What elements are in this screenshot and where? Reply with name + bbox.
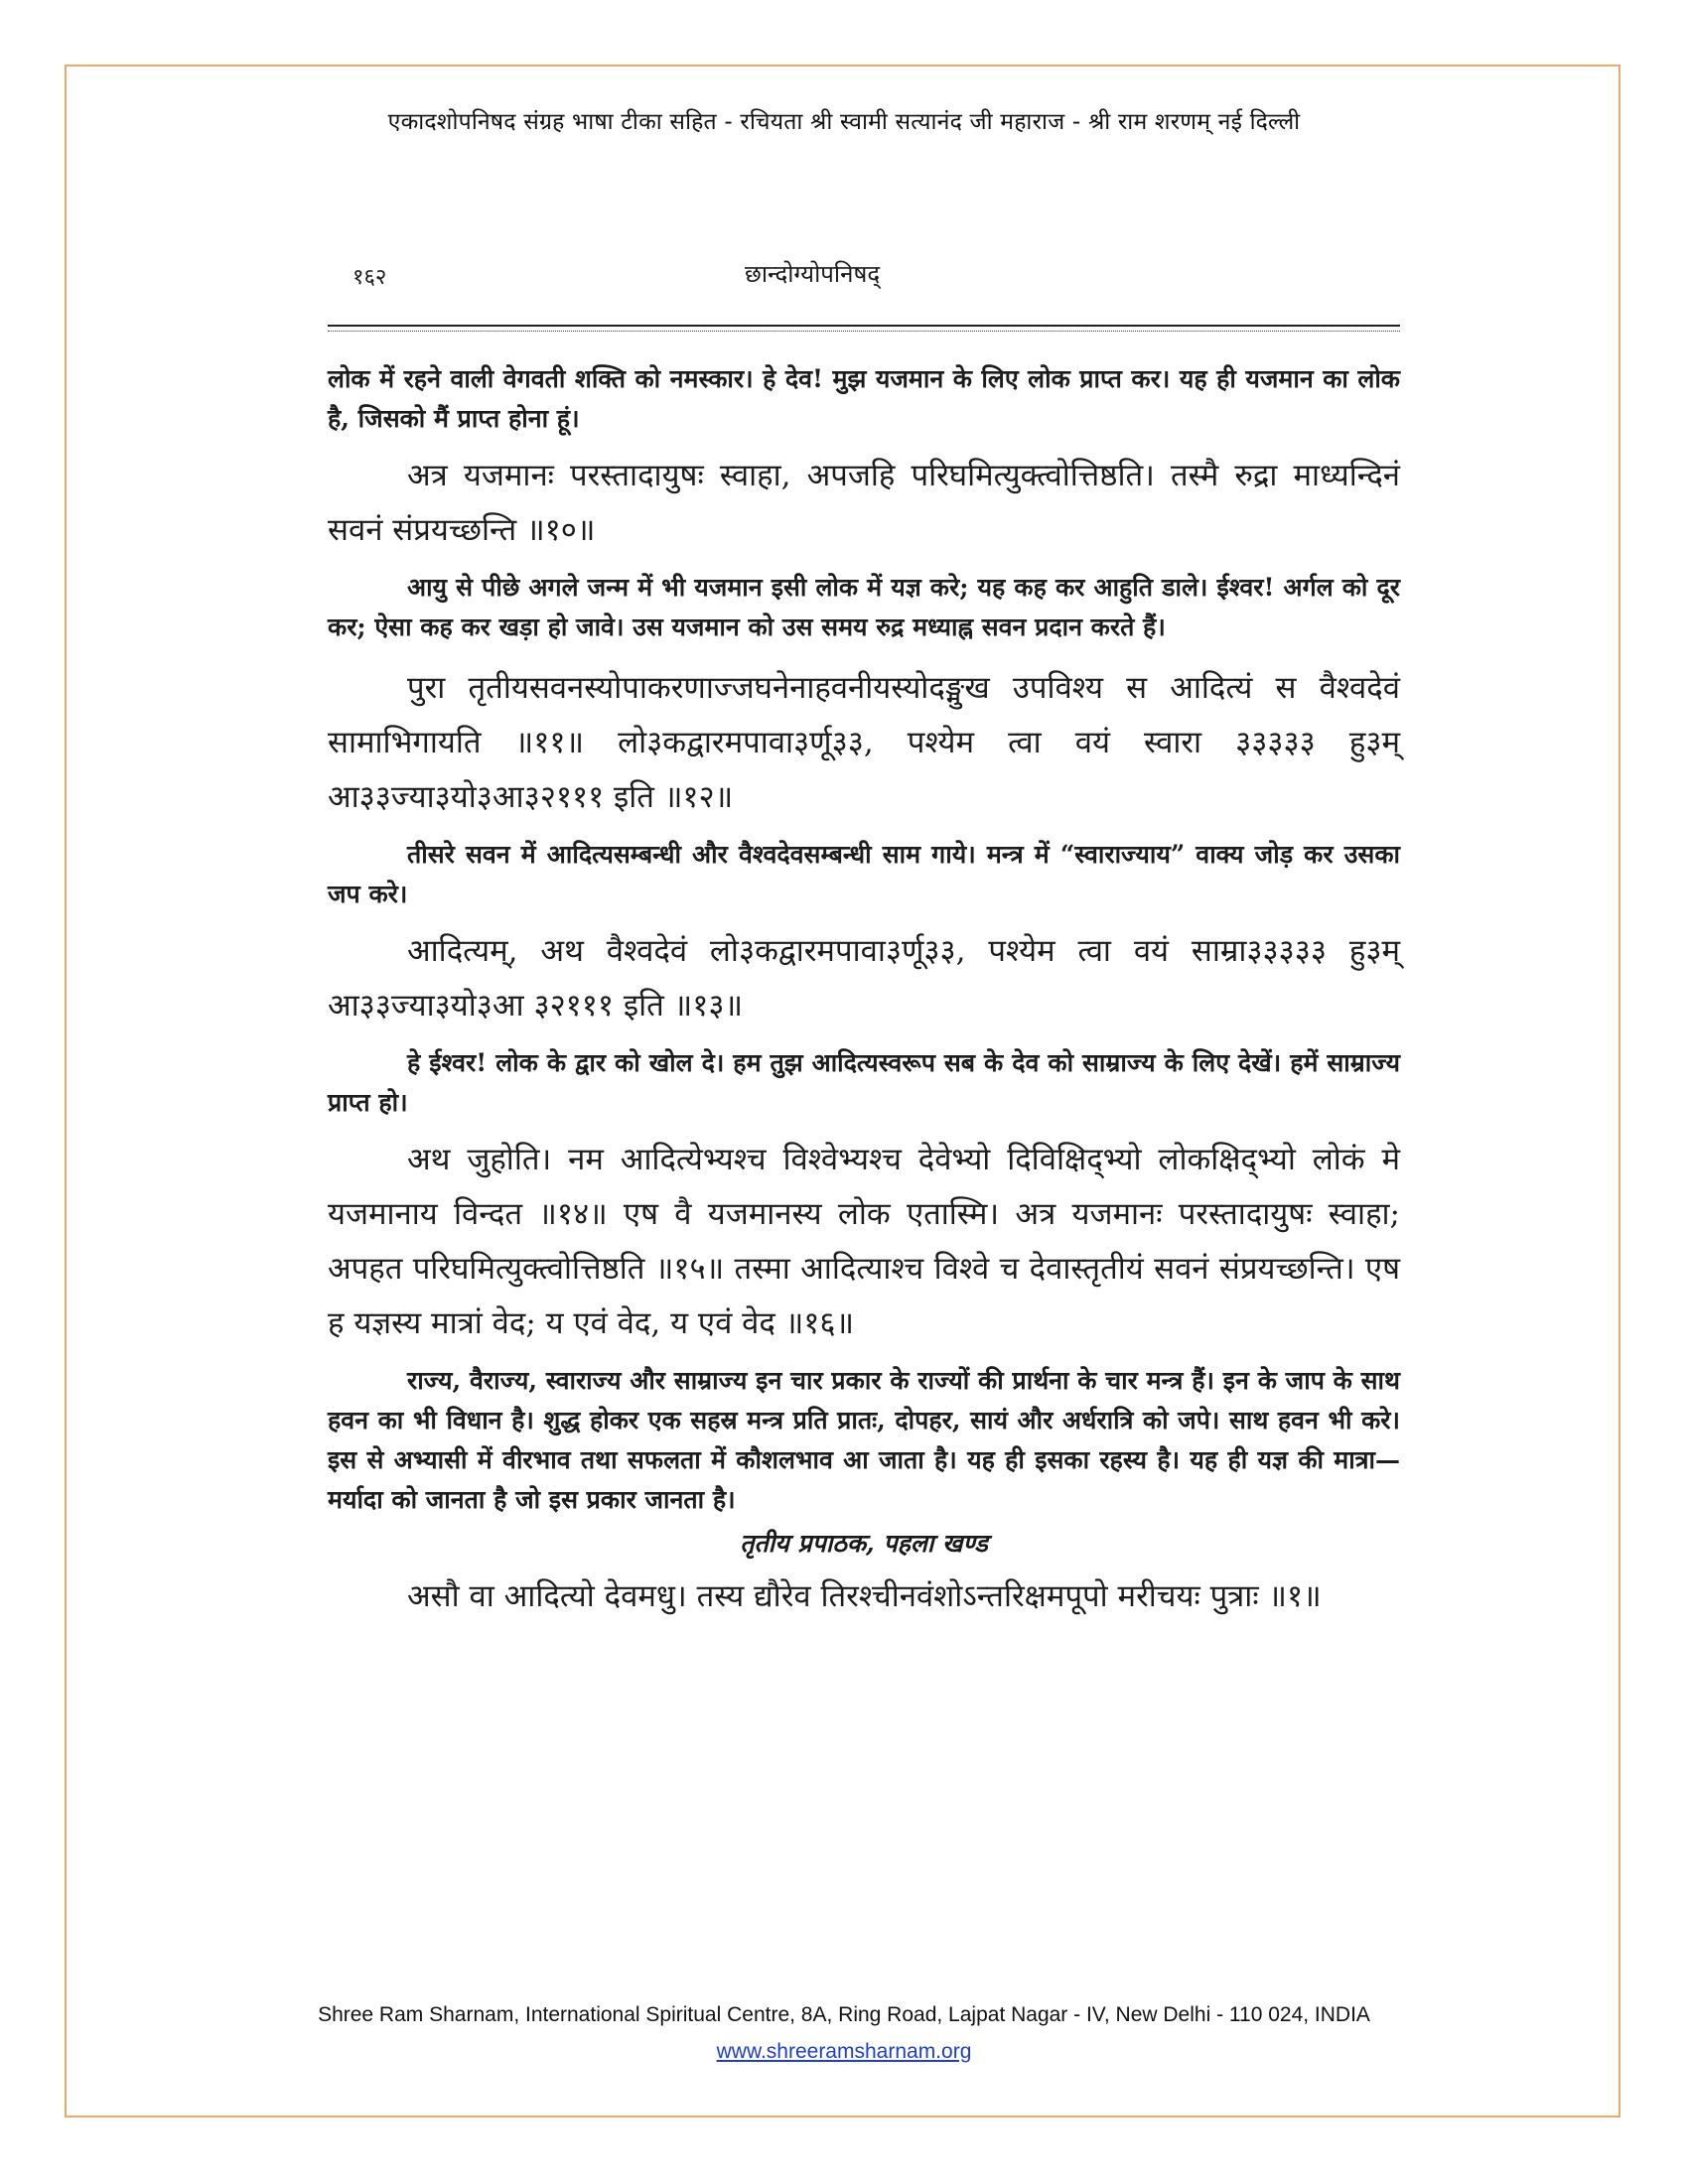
sanskrit-verse: आदित्यम्, अथ वैश्वदेवं लो३कद्वारमपावा३र्णू३३, पश्येम त्वा वयं साम्रा३३३३३ हु३म् आ३३ज्या३यो३आ ३२१११ इति ॥१३॥ xyxy=(328,933,1400,1024)
hindi-translation: राज्य, वैराज्य, स्वाराज्य और साम्राज्य इन चार प्रकार के राज्यों की प्रार्थना के चार मन्त्र हैं। इन के जाप के साथ हवन का भी विधान है। शुद्ध होकर एक सहस्र मन्त्र प्रति प्रातः, दोपहर, सायं और अर्धरात्रि को जपे। साथ हवन भी करे। इस से अभ्यासी में वीरभाव तथा सफलता में कौशलभाव आ जाता है। यह ही इसका रहस्य है। यह ही यज्ञ की मात्रा—मर्यादा को जानता है जो इस प्रकार जानता है। xyxy=(328,1366,1400,1514)
footer-address: Shree Ram Sharnam, International Spiritual Centre, 8A, Ring Road, Lajpat Nagar - IV, New Delhi - 110 024, INDIA xyxy=(318,2003,1370,2026)
document-header: एकादशोपनिषद संग्रह भाषा टीका सहित - रचियता श्री स्वामी सत्यानंद जी महाराज - श्री राम शरणम् नई दिल्ली xyxy=(387,109,1301,135)
running-title: छान्दोग्योपनिषद् xyxy=(745,260,881,288)
sanskrit-verse: असौ वा आदित्यो देवमधु। तस्य द्यौरेव तिरश्चीनवंशोऽन्तरिक्षमपूपो मरीचयः पुत्राः ॥१॥ xyxy=(407,1578,1322,1614)
website-link[interactable]: www.shreeramsharnam.org xyxy=(716,2040,972,2063)
scanned-page xyxy=(328,253,1400,1624)
section-heading: तृतीय प्रपाठक, पहला खण्ड xyxy=(740,1529,988,1558)
sanskrit-verse: अत्र यजमानः परस्तादायुषः स्वाहा, अपजहि परिघमित्युक्त्वोत्तिष्ठति। तस्मै रुद्रा माध्यन्दिनं सवनं संप्रयच्छन्ति ॥१०॥ xyxy=(328,458,1400,548)
hindi-translation: लोक में रहने वाली वेगवती शक्ति को नमस्कार। हे देव! मुझ यजमान के लिए लोक प्राप्त कर। यह ही यजमान का लोक है, जिसको मैं प्राप्त होना हूं। xyxy=(328,364,1400,433)
hindi-translation: आयु से पीछे अगले जन्म में भी यजमान इसी लोक में यज्ञ करे; यह कह कर आहुति डाले। ईश्वर! अर्गल को दूर कर; ऐसा कह कर खड़ा हो जावे। उस यजमान को उस समय रुद्र मध्याह्न सवन प्रदान करते हैं। xyxy=(328,573,1400,641)
hindi-translation: तीसरे सवन में आदित्यसम्बन्धी और वैश्वदेवसम्बन्धी साम गाये। मन्त्र में “स्वाराज्याय” वाक्य जोड़ कर उसका जप करे। xyxy=(328,840,1400,908)
scan-page-header xyxy=(328,253,1400,303)
sanskrit-verse: अथ जुहोति। नम आदित्येभ्यश्च विश्वेभ्यश्च देवेभ्यो दिविक्षिद्भ्यो लोकक्षिद्भ्यो लोकं मे यजमानाय विन्दत ॥१४॥ एष वै यजमानस्य लोक एतास्मि। अत्र यजमानः परस्तादायुषः स्वाहा; अपहत परिघमित्युक्त्वोत्तिष्ठति ॥१५॥ तस्मा आदित्याश्च विश्वे च देवास्तृतीयं सवनं संप्रयच्छन्ति। एष ह यज्ञस्य मात्रां वेद; य एवं वेद, य एवं वेद ॥१६॥ xyxy=(328,1142,1400,1341)
footer-website xyxy=(0,2040,1688,2064)
hindi-translation: हे ईश्वर! लोक के द्वार को खोल दे। हम तुझ आदित्यस्वरूप सब के देव को साम्राज्य के लिए देखें। हमें साम्राज्य प्राप्त हो। xyxy=(328,1048,1400,1117)
page-number: १६२ xyxy=(352,265,387,290)
header-rule xyxy=(328,325,1400,332)
sanskrit-verse: पुरा तृतीयसवनस्योपाकरणाज्जघनेनाहवनीयस्योदङ्मुख उपविश्य स आदित्यं स वैश्वदेवं सामाभिगायति ॥११॥ लो३कद्वारमपावा३र्णू३३, पश्येम त्वा वयं स्वारा ३३३३३ हु३म् आ३३ज्या३यो३आ३२१११ इति ॥१२॥ xyxy=(328,670,1400,815)
